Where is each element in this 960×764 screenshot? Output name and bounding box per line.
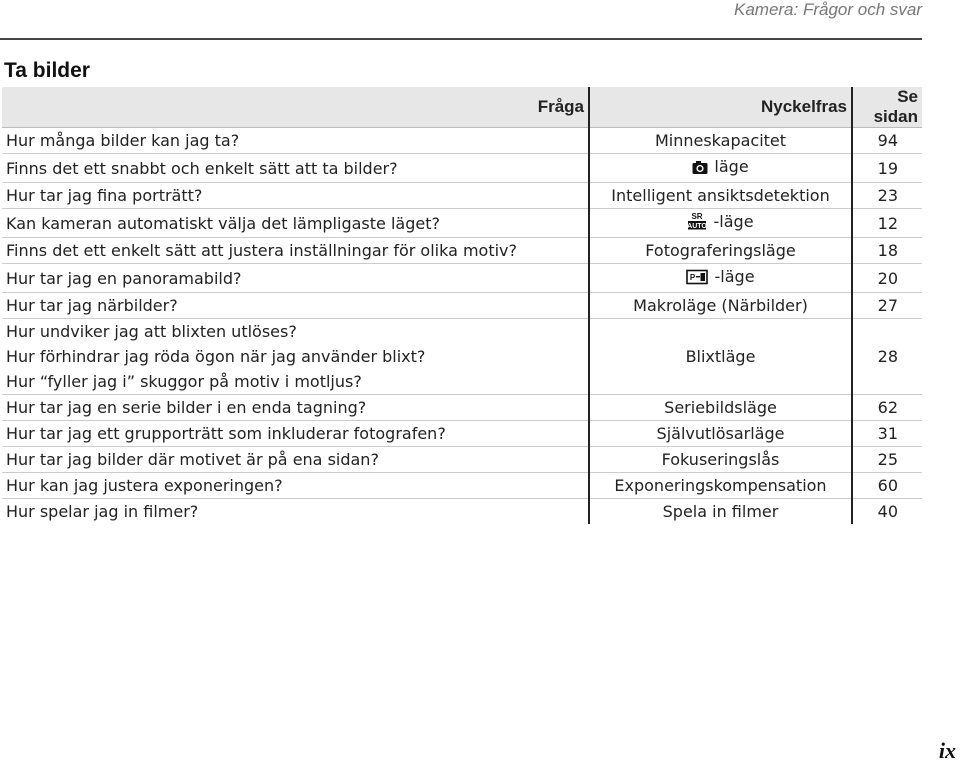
sr-auto-mode-icon [687, 212, 707, 237]
question-cell: Hur tar jag fina porträtt? [2, 183, 589, 209]
svg-text:SR: SR [691, 212, 703, 221]
question-cell: Finns det ett snabbt och enkelt sätt att ta bilder? [2, 154, 589, 183]
question-cell: Hur tar jag närbilder? [2, 293, 589, 319]
table-row [2, 128, 922, 154]
table-row [2, 183, 922, 209]
page-cell: 27 [852, 293, 922, 319]
page-cell: 25 [852, 447, 922, 473]
keyword-cell: Fokuseringslås [589, 447, 852, 473]
question-cell: Kan kameran automatiskt välja det lämpligaste läget? [2, 209, 589, 238]
panorama-mode-icon [686, 267, 708, 292]
question-cell: Hur många bilder kan jag ta? [2, 128, 589, 154]
question-cell: Hur kan jag justera exponeringen? [2, 473, 589, 499]
table-row [2, 293, 922, 319]
question-cell: Finns det ett enkelt sätt att justera inställningar för olika motiv? [2, 238, 589, 264]
table-row [2, 154, 922, 183]
running-head: Kamera: Frågor och svar [733, 0, 922, 19]
page-cell: 20 [852, 264, 922, 293]
svg-text:P: P [690, 273, 696, 282]
keyword-text: -läge [713, 212, 754, 231]
keyword-cell: Blixtläge [589, 319, 852, 395]
keyword-cell: Exponeringskompensation [589, 473, 852, 499]
page-cell: 31 [852, 421, 922, 447]
table-row [2, 473, 922, 499]
camera-mode-icon [692, 157, 708, 182]
page-cell: 18 [852, 238, 922, 264]
page-cell: 19 [852, 154, 922, 183]
header-rule [0, 38, 922, 40]
keyword-cell [589, 154, 852, 183]
question-cell: Hur förhindrar jag röda ögon när jag använder blixt? [6, 347, 426, 366]
table-row [2, 319, 922, 345]
question-cell: Hur spelar jag in filmer? [6, 502, 199, 521]
question-cell: Hur undviker jag att blixten utlöses? [6, 322, 297, 341]
table-row [2, 209, 922, 238]
keyword-cell: Intelligent ansiktsdetektion [589, 183, 852, 209]
table-row [2, 447, 922, 473]
question-cell: Hur tar jag ett grupporträtt som inkluderar fotografen? [2, 421, 589, 447]
table-row [2, 238, 922, 264]
keyword-cell [589, 209, 852, 238]
question-cell: Hur “fyller jag i” skuggor på motiv i motljus? [2, 369, 589, 395]
page-cell: 60 [852, 473, 922, 499]
keyword-text: -läge [714, 267, 755, 286]
page-cell: 94 [852, 128, 922, 154]
question-cell: Hur tar jag bilder där motivet är på ena sidan? [2, 447, 589, 473]
page-cell: 40 [852, 499, 922, 525]
table-row [2, 395, 922, 421]
page-cell: 62 [852, 395, 922, 421]
keyword-cell [589, 264, 852, 293]
keyword-cell: Minneskapacitet [589, 128, 852, 154]
header-page: Se sidan [852, 87, 922, 128]
keyword-cell: Spela in filmer [589, 499, 852, 525]
page-cell: 28 [852, 319, 922, 395]
keyword-cell: Seriebildsläge [589, 395, 852, 421]
faq-table [2, 87, 922, 524]
keyword-cell: Makroläge (Närbilder) [589, 293, 852, 319]
svg-text:AUTO: AUTO [687, 223, 708, 230]
question-cell: Hur tar jag en serie bilder i en enda tagning? [2, 395, 589, 421]
section-title: Ta bilder [4, 59, 90, 82]
header-keyword: Nyckelfras [589, 87, 852, 128]
header-question: Fråga [2, 87, 589, 128]
table-header-row [2, 87, 922, 128]
table-row [2, 421, 922, 447]
page-cell: 23 [852, 183, 922, 209]
page-number: ix [938, 738, 956, 763]
table-row [2, 264, 922, 293]
keyword-text: läge [714, 157, 749, 176]
keyword-cell: Fotograferingsläge [589, 238, 852, 264]
table-row [2, 499, 922, 525]
question-cell: Hur tar jag en panoramabild? [2, 264, 589, 293]
keyword-cell: Självutlösarläge [589, 421, 852, 447]
page-cell: 12 [852, 209, 922, 238]
